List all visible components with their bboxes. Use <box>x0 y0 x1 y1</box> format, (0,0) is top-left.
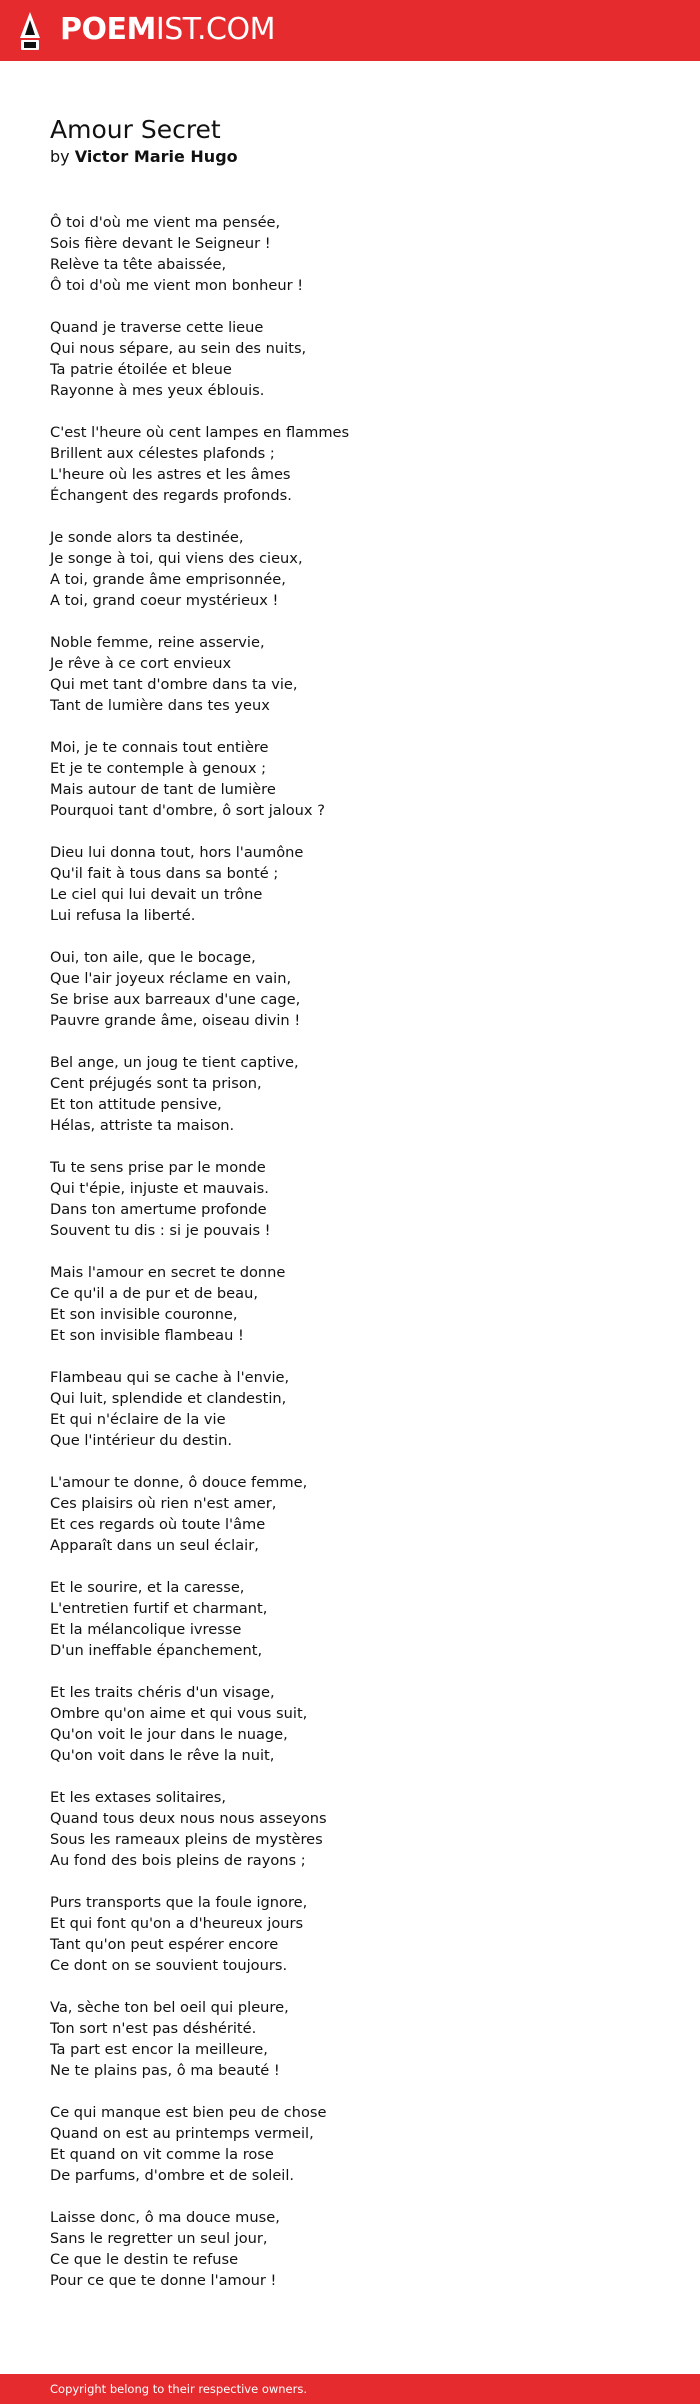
poem-line: L'entretien furtif et charmant, <box>50 1600 268 1617</box>
poem-line: Ta patrie étoilée et bleue <box>50 361 232 378</box>
by-label: by <box>50 147 70 166</box>
poem-line: Brillent aux célestes plafonds ; <box>50 445 275 462</box>
poem-line: D'un ineffable épanchement, <box>50 1642 263 1659</box>
poem-line: Qu'on voit le jour dans le nuage, <box>50 1726 288 1743</box>
poem-line: Sans le regretter un seul jour, <box>50 2230 268 2247</box>
stanza <box>50 1682 660 1766</box>
poem-line: Dieu lui donna tout, hors l'aumône <box>50 844 304 861</box>
poem-line: Tant qu'on peut espérer encore <box>50 1936 279 1953</box>
poem-line: Au fond des bois pleins de rayons ; <box>50 1852 306 1869</box>
poem-line: Et son invisible flambeau ! <box>50 1327 244 1344</box>
poem-line: Dans ton amertume profonde <box>50 1201 267 1218</box>
poem-line: Échangent des regards profonds. <box>50 487 292 504</box>
stanza <box>50 212 660 296</box>
poem-line: Ce que le destin te refuse <box>50 2251 239 2268</box>
poem-title: Amour Secret <box>50 115 221 144</box>
pen-nib-icon <box>18 11 42 51</box>
stanza <box>50 947 660 1031</box>
poem-line: Souvent tu dis : si je pouvais ! <box>50 1222 271 1239</box>
poem-line: Et les extases solitaires, <box>50 1789 226 1806</box>
poem-line: Cent préjugés sont ta prison, <box>50 1075 262 1092</box>
poem-line: Je rêve à ce cort envieux <box>50 655 232 672</box>
stanza <box>50 1262 660 1346</box>
stanza <box>50 1052 660 1136</box>
stanza <box>50 632 660 716</box>
poem-author: Victor Marie Hugo <box>74 147 238 166</box>
stanza <box>50 1472 660 1556</box>
poem-line: Quand on est au printemps vermeil, <box>50 2125 314 2142</box>
poem-line: Et ces regards où toute l'âme <box>50 1516 266 1533</box>
poem-line: A toi, grande âme emprisonnée, <box>50 571 286 588</box>
poem-line: Pourquoi tant d'ombre, ô sort jaloux ? <box>50 802 325 819</box>
poem-line: Et ton attitude pensive, <box>50 1096 222 1113</box>
poem-line: Lui refusa la liberté. <box>50 907 196 924</box>
stanza <box>50 1787 660 1871</box>
site-footer <box>0 2374 700 2404</box>
poem-line: Et son invisible couronne, <box>50 1306 238 1323</box>
poem-line: A toi, grand coeur mystérieux ! <box>50 592 279 609</box>
poem-line: Apparaît dans un seul éclair, <box>50 1537 259 1554</box>
poem-line: Ne te plains pas, ô ma beauté ! <box>50 2062 280 2079</box>
stanza <box>50 2207 660 2291</box>
poem-line: Que l'air joyeux réclame en vain, <box>50 970 292 987</box>
stanza <box>50 1157 660 1241</box>
stanza <box>50 1577 660 1661</box>
poem-line: Mais l'amour en secret te donne <box>50 1264 286 1281</box>
poem-line: Ces plaisirs où rien n'est amer, <box>50 1495 277 1512</box>
poem-line: Mais autour de tant de lumière <box>50 781 276 798</box>
stanza <box>50 2102 660 2186</box>
poem-line: Flambeau qui se cache à l'envie, <box>50 1369 290 1386</box>
poem-line: Tant de lumière dans tes yeux <box>50 697 270 714</box>
poem-line: Ce qui manque est bien peu de chose <box>50 2104 327 2121</box>
poem-line: Ta part est encor la meilleure, <box>50 2041 268 2058</box>
poem-line: Rayonne à mes yeux éblouis. <box>50 382 265 399</box>
stanza <box>50 317 660 401</box>
poem-line: Bel ange, un joug te tient captive, <box>50 1054 299 1071</box>
poem-content <box>50 114 660 2312</box>
poem-line: Tu te sens prise par le monde <box>50 1159 266 1176</box>
poem-line: Et le sourire, et la caresse, <box>50 1579 245 1596</box>
poem-line: Va, sèche ton bel oeil qui pleure, <box>50 1999 289 2016</box>
site-header <box>0 0 700 61</box>
stanza <box>50 737 660 821</box>
poem-line: Pour ce que te donne l'amour ! <box>50 2272 277 2289</box>
poem-line: Qu'il fait à tous dans sa bonté ; <box>50 865 279 882</box>
poem-line: Purs transports que la foule ignore, <box>50 1894 308 1911</box>
poem-line: L'heure où les astres et les âmes <box>50 466 291 483</box>
poem-line: Sous les rameaux pleins de mystères <box>50 1831 323 1848</box>
poem-line: Qui t'épie, injuste et mauvais. <box>50 1180 269 1197</box>
poem-line: Ô toi d'où me vient ma pensée, <box>50 214 281 231</box>
site-logo[interactable] <box>60 10 275 50</box>
poem-line: Que l'intérieur du destin. <box>50 1432 233 1449</box>
stanza <box>50 422 660 506</box>
poem-line: C'est l'heure où cent lampes en flammes <box>50 424 350 441</box>
poem-line: Se brise aux barreaux d'une cage, <box>50 991 301 1008</box>
poem-line: Et qui font qu'on a d'heureux jours <box>50 1915 304 1932</box>
poem-line: Noble femme, reine asservie, <box>50 634 265 651</box>
poem-line: Qui luit, splendide et clandestin, <box>50 1390 287 1407</box>
stanza <box>50 527 660 611</box>
byline <box>50 146 660 168</box>
poem-line: Le ciel qui lui devait un trône <box>50 886 263 903</box>
poem-line: Ce qu'il a de pur et de beau, <box>50 1285 258 1302</box>
poem-line: Je songe à toi, qui viens des cieux, <box>50 550 303 567</box>
poem-line: Et la mélancolique ivresse <box>50 1621 242 1638</box>
poem-line: Je sonde alors ta destinée, <box>50 529 244 546</box>
poem-line: Ton sort n'est pas déshérité. <box>50 2020 257 2037</box>
poem-line: De parfums, d'ombre et de soleil. <box>50 2167 295 2184</box>
stanza <box>50 1997 660 2081</box>
poem-line: Sois fière devant le Seigneur ! <box>50 235 271 252</box>
logo-bold-part: POEM <box>60 12 156 47</box>
poem-line: Laisse donc, ô ma douce muse, <box>50 2209 280 2226</box>
poem-line: Et les traits chéris d'un visage, <box>50 1684 275 1701</box>
poem-line: Relève ta tête abaissée, <box>50 256 227 273</box>
poem-line: Qui nous sépare, au sein des nuits, <box>50 340 307 357</box>
logo-rest-part: IST.COM <box>155 12 275 47</box>
poem-line: Qu'on voit dans le rêve la nuit, <box>50 1747 275 1764</box>
poem-line: Et je te contemple à genoux ; <box>50 760 267 777</box>
poem-body <box>50 212 660 2291</box>
stanza <box>50 1367 660 1451</box>
poem-line: Qui met tant d'ombre dans ta vie, <box>50 676 298 693</box>
poem-line: Quand tous deux nous nous asseyons <box>50 1810 327 1827</box>
poem-line: Ô toi d'où me vient mon bonheur ! <box>50 277 304 294</box>
poem-line: Et qui n'éclaire de la vie <box>50 1411 226 1428</box>
poem-line: Oui, ton aile, que le bocage, <box>50 949 256 966</box>
poem-line: Et quand on vit comme la rose <box>50 2146 274 2163</box>
poem-line: Moi, je te connais tout entière <box>50 739 269 756</box>
poem-line: Ombre qu'on aime et qui vous suit, <box>50 1705 308 1722</box>
stanza <box>50 842 660 926</box>
poem-line: Ce dont on se souvient toujours. <box>50 1957 288 1974</box>
poem-line: Hélas, attriste ta maison. <box>50 1117 235 1134</box>
poem-line: L'amour te donne, ô douce femme, <box>50 1474 308 1491</box>
poem-line: Pauvre grande âme, oiseau divin ! <box>50 1012 301 1029</box>
poem-line: Quand je traverse cette lieue <box>50 319 264 336</box>
stanza <box>50 1892 660 1976</box>
copyright-text: Copyright belong to their respective owners. <box>50 2382 308 2396</box>
